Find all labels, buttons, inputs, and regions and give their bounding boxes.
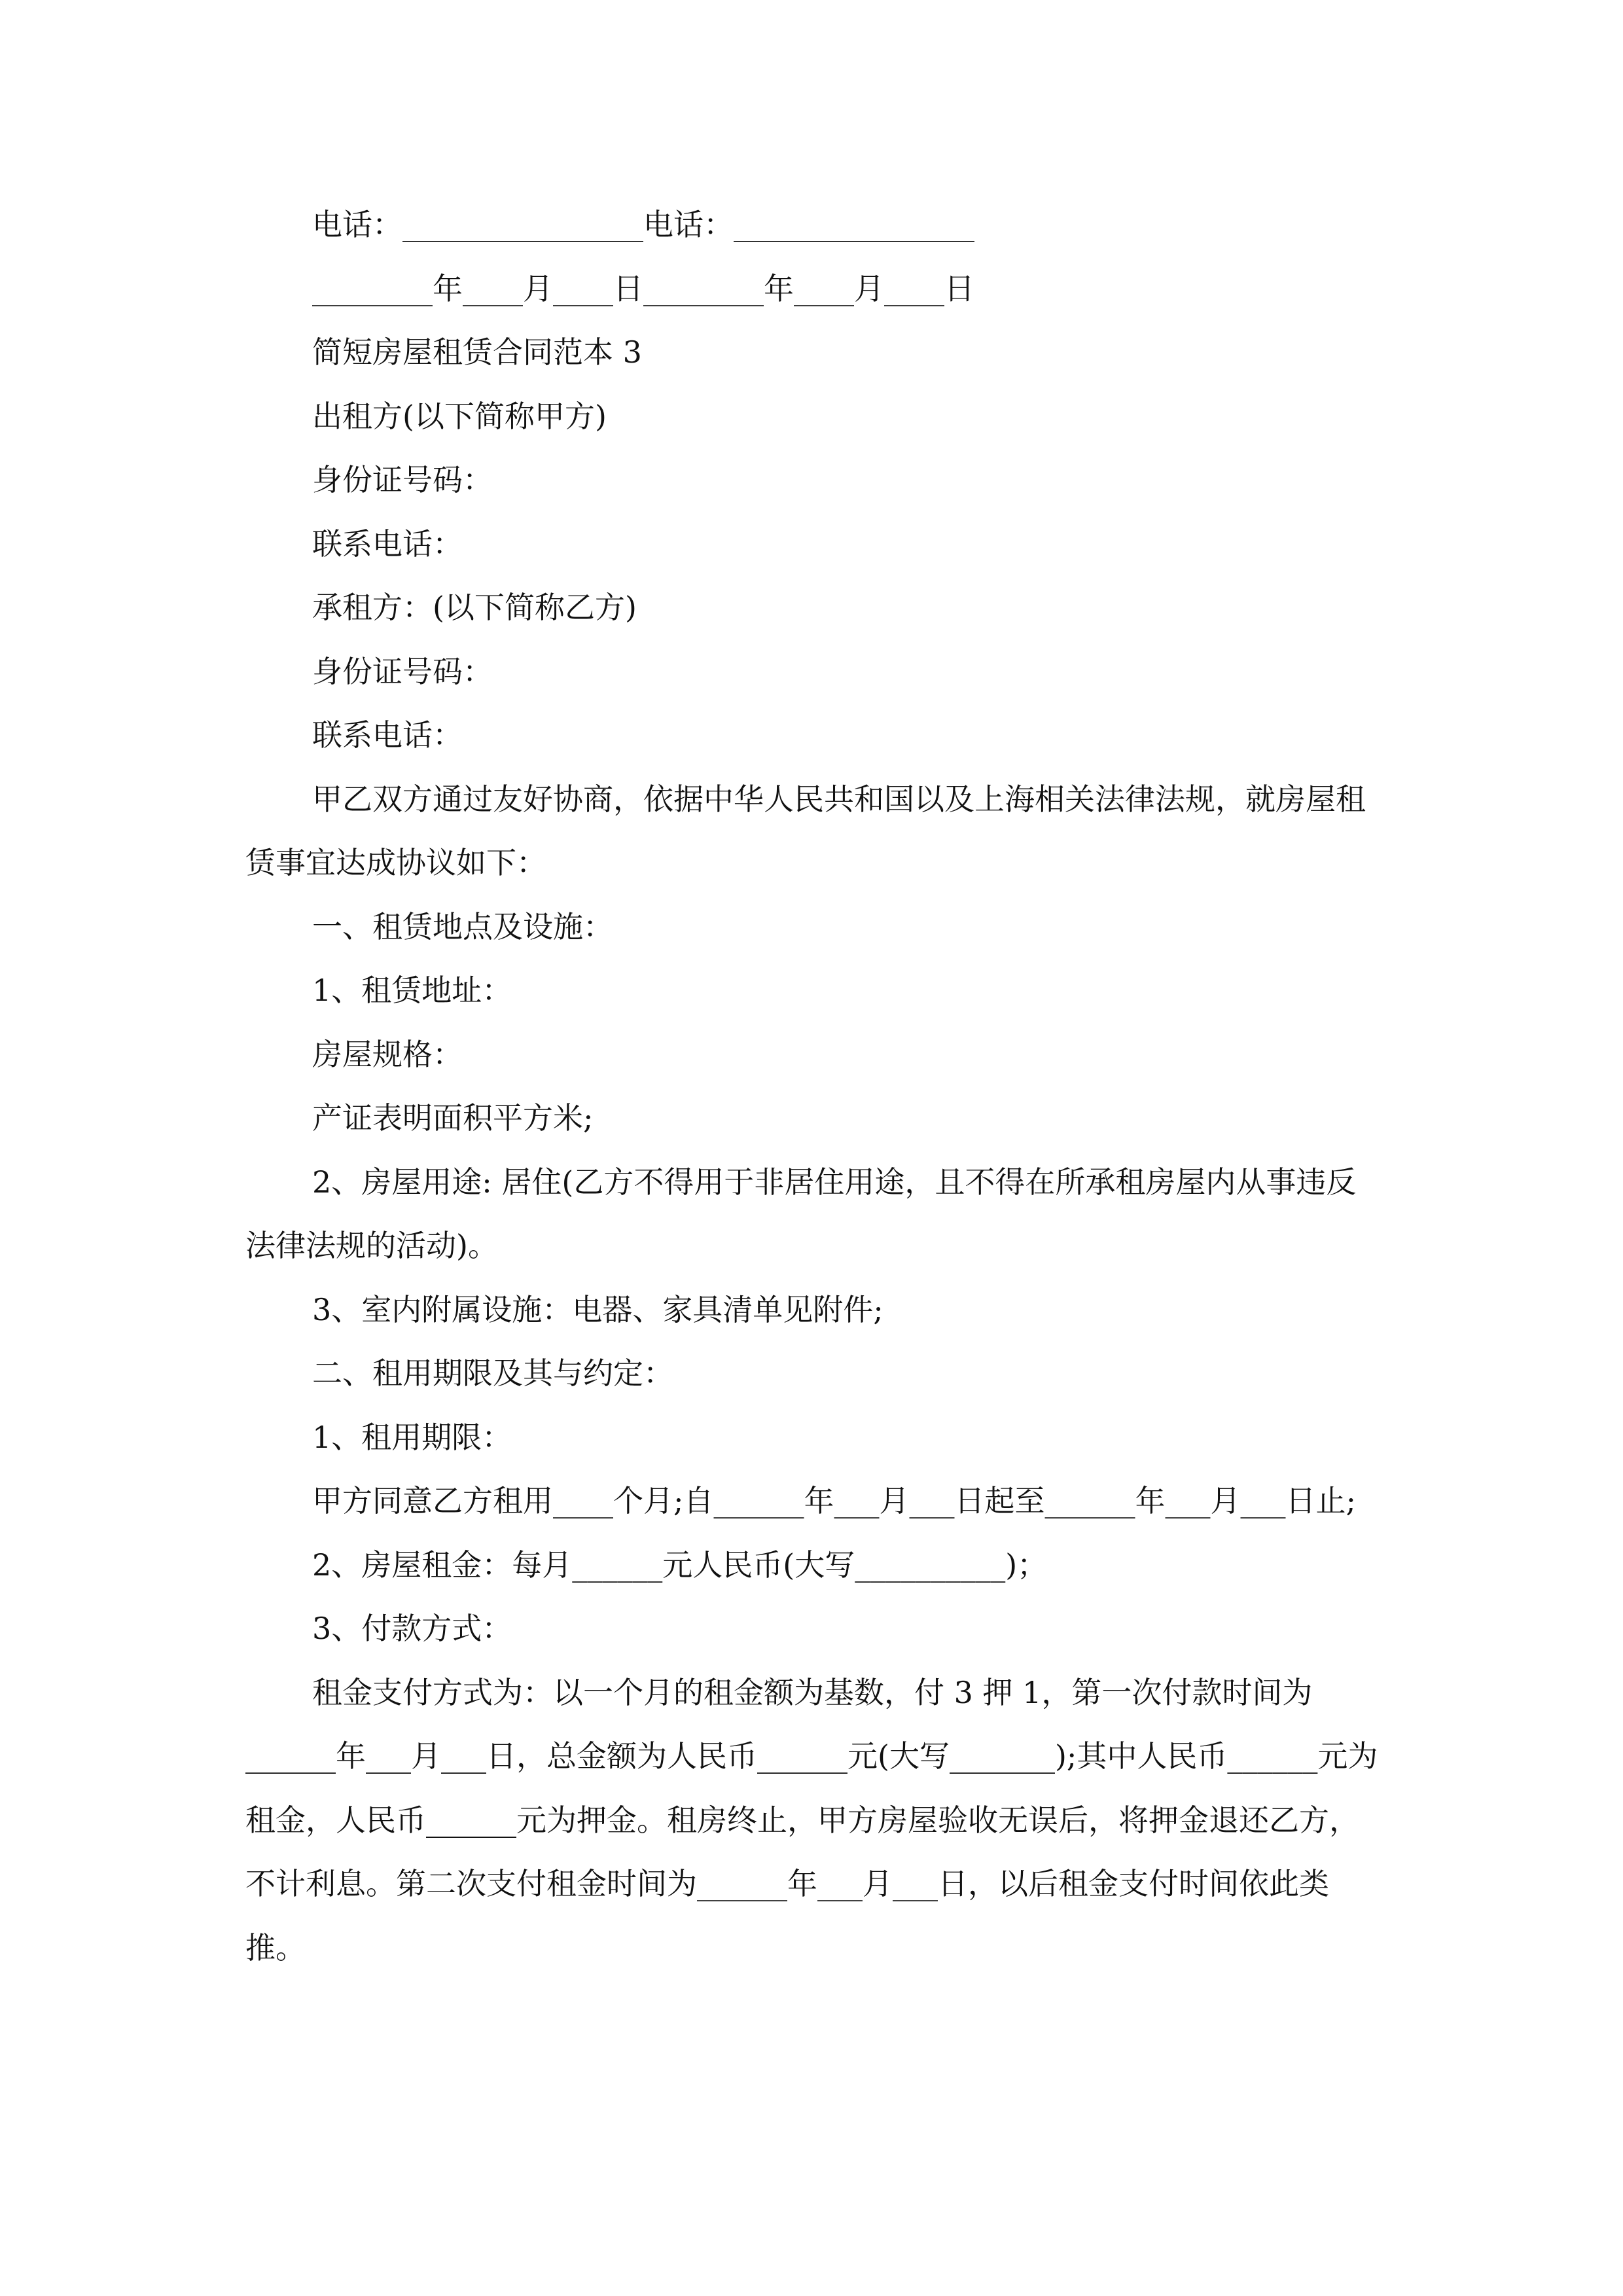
contract-title: 简短房屋租赁合同范本 3 (312, 334, 642, 370)
document-body (245, 193, 1379, 1980)
clause-usage: 2、房屋用途: 居住(乙方不得用于非居住用途，且不得在所承租房屋内从事违反法律法规的活动)。 (245, 1164, 1357, 1263)
clause-rent: 2、房屋租金：每月______元人民币(大写__________)； (312, 1547, 1048, 1583)
lessee-id-line: 身份证号码： (312, 653, 493, 689)
clause-area: 产证表明面积平方米; (312, 1100, 594, 1136)
clause-term-detail: 甲方同意乙方租用____个月;自______年___月___日起至______年___月___日止; (312, 1483, 1356, 1518)
phone-signature-line: 电话：________________电话：________________ (312, 207, 974, 242)
clause-payment-method: 3、付款方式： (312, 1611, 512, 1646)
clause-specification: 房屋规格： (312, 1036, 463, 1072)
lessee-line: 承租方：(以下简称乙方) (312, 590, 637, 625)
lessee-phone-line: 联系电话： (312, 717, 463, 753)
clause-address: 1、租赁地址： (312, 973, 512, 1008)
lessor-phone-line: 联系电话： (312, 526, 463, 562)
lessor-line: 出租方(以下简称甲方) (312, 398, 607, 434)
section-heading-term: 二、租用期限及其与约定： (312, 1355, 673, 1391)
preamble-paragraph: 甲乙双方通过友好协商，依据中华人民共和国以及上海相关法律法规，就房屋租赁事宜达成协议如下： (245, 781, 1366, 880)
clause-term: 1、租用期限： (312, 1419, 512, 1455)
payment-paragraph: 租金支付方式为：以一个月的租金额为基数，付 3 押 1，第一次付款时间为______年___月___日，总金额为人民币______元(大写_______);其中人民币______元为租金，人民币______元为押金。租房终止，甲方房屋验收无误后，将押金退还乙方，不计利息。第二次支付租金时间为______年___月___日，以后租金支付时间依此类推。 (245, 1674, 1378, 1965)
date-signature-line: ________年____月____日________年____月____日 (312, 270, 974, 306)
section-heading-location: 一、租赁地点及设施： (312, 908, 613, 944)
clause-facilities: 3、室内附属设施：电器、家具清单见附件; (312, 1291, 883, 1327)
lessor-id-line: 身份证号码： (312, 462, 493, 497)
